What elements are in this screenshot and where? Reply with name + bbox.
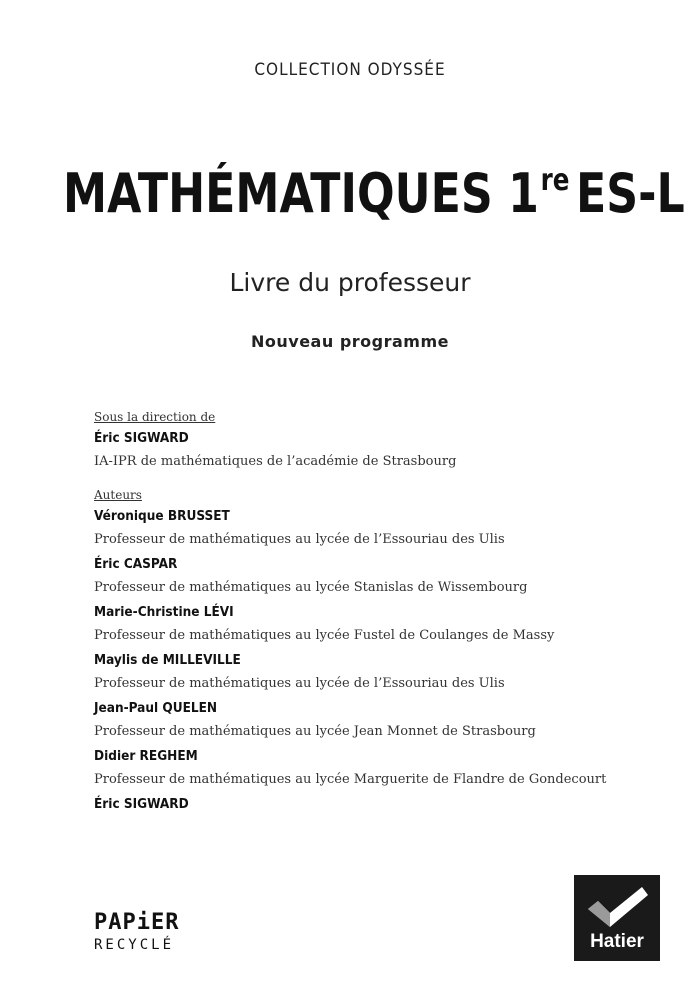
author-name: Véronique BRUSSET <box>94 508 230 524</box>
author-name: Marie-Christine LÉVI <box>94 604 234 620</box>
director-role: IA-IPR de mathématiques de l’académie de Strasbourg <box>94 454 457 469</box>
book-title <box>63 162 685 225</box>
program-label: Nouveau programme <box>251 332 449 351</box>
author-name: Maylis de MILLEVILLE <box>94 652 241 668</box>
collection-name: COLLECTION ODYSSÉE <box>254 60 446 80</box>
book-subtitle: Livre du professeur <box>229 268 471 297</box>
papier-logo-top: PAPiER <box>94 910 180 935</box>
authors-label: Auteurs <box>94 488 142 502</box>
author-name: Éric SIGWARD <box>94 796 189 812</box>
author-role: Professeur de mathématiques au lycée Fustel de Coulanges de Massy <box>94 628 555 643</box>
hatier-logo <box>574 875 660 961</box>
author-role: Professeur de mathématiques au lycée de l’Essouriau des Ulis <box>94 676 505 691</box>
author-name: Éric CASPAR <box>94 556 178 572</box>
author-role: Professeur de mathématiques au lycée Jean Monnet de Strasbourg <box>94 724 536 739</box>
author-name: Jean-Paul QUELEN <box>94 700 218 716</box>
author-name: Didier REGHEM <box>94 748 198 764</box>
publisher-name: Hatier <box>590 931 644 952</box>
title-end: ES-L <box>575 162 685 225</box>
credits-section <box>94 408 654 816</box>
direction-label: Sous la direction de <box>94 410 216 424</box>
title-superscript: re <box>540 163 570 198</box>
author-role: Professeur de mathématiques au lycée de l’Essouriau des Ulis <box>94 532 505 547</box>
author-role: Professeur de mathématiques au lycée Stanislas de Wissembourg <box>94 580 528 595</box>
title-main: MATHÉMATIQUES 1 <box>63 162 539 225</box>
papier-recycle-logo <box>94 912 179 952</box>
director-name: Éric SIGWARD <box>94 430 189 446</box>
checkmark-icon <box>584 885 650 931</box>
papier-logo-bottom: RECYCLÉ <box>94 937 175 953</box>
author-role: Professeur de mathématiques au lycée Marguerite de Flandre de Gondecourt <box>94 772 607 787</box>
